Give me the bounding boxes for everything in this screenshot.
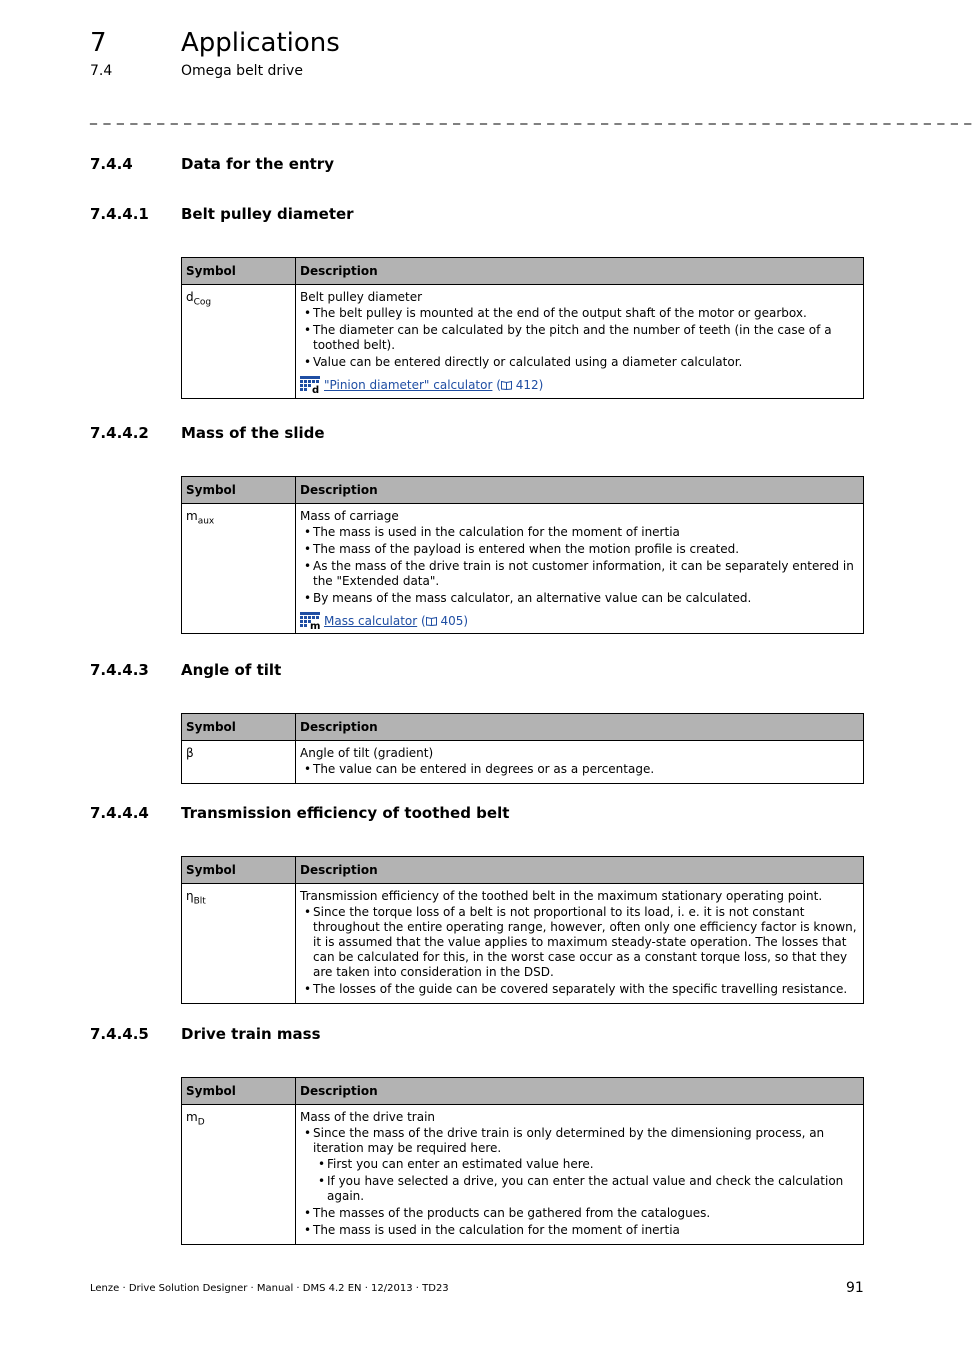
list-item: • The masses of the products can be gathered from the catalogues. [313,1206,859,1221]
description-header: Description [296,1078,864,1105]
list-item: • If you have selected a drive, you can enter the actual value and check the calculation again. [327,1174,859,1204]
section-number: 7.4 [90,63,113,79]
transmission-efficiency-table [181,856,864,1004]
header-rule: _ _ _ _ _ _ _ _ _ _ _ _ _ _ _ _ _ _ _ _ _ _ _ _ _ _ _ _ _ _ _ _ _ _ _ _ _ _ _ _ _ _ _ _ _ _ _ _ _ _ _ _ _ _ _ _ _ _ _ _ _ _ _ _ _ _ [90,109,972,125]
list-item: • Since the torque loss of a belt is not proportional to its load, i. e. it is not constant throughout the entire operating range, however, often only one efficiency factor is known, it is assumed that the value applies to maximum steady-state operation. The losses that can be calculated for this, in the worst case occur as a constant torque loss, so that they are taken into consideration in the DSD. [313,905,859,980]
symbol-header: Symbol [182,714,296,741]
mass-slide-table [181,476,864,634]
svg-text:d: d [312,385,320,396]
book-icon [501,380,512,390]
subsection-number: 7.4.4.2 [90,424,149,442]
description-header: Description [296,258,864,285]
calculator-icon [300,376,320,396]
calculator-icon [300,612,321,632]
symbol-cell: β [182,741,296,784]
svg-text:m: m [310,621,321,632]
subsection-title: Belt pulley diameter [181,205,354,223]
footer-text: Lenze · Drive Solution Designer · Manual · DMS 4.2 EN · 12/2013 · TD23 [90,1283,449,1294]
symbol-cell: $d_{Cog}$ [182,285,296,399]
angle-tilt-table [181,713,864,784]
sub-bullet-list [313,1157,859,1204]
symbol-header: Symbol [182,857,296,884]
description-cell [296,1105,864,1245]
symbol-header: Symbol [182,477,296,504]
book-icon [426,616,437,626]
page-reference[interactable]: ( 412) [496,378,544,392]
list-item: • The losses of the guide can be covered separately with the specific travelling resistance. [313,982,859,997]
mass-calculator-link[interactable]: Mass calculator [324,614,418,628]
description-cell [296,741,864,784]
drive-train-mass-table [181,1077,864,1245]
list-item: • The belt pulley is mounted at the end of the output shaft of the motor or gearbox. [313,306,859,321]
symbol-cell: $m_D$ [182,1105,296,1245]
description-title: Mass of the drive train [300,1110,436,1124]
list-item: • As the mass of the drive train is not customer information, it can be separately entered in the "Extended data". [313,559,859,589]
subsection-number: 7.4.4.1 [90,205,149,223]
list-item: • By means of the mass calculator, an alternative value can be calculated. [313,591,859,606]
heading-number: 7.4.4 [90,155,133,173]
section-title: Omega belt drive [181,63,303,79]
list-item: • First you can enter an estimated value here. [327,1157,859,1172]
page-reference[interactable]: ( 405) [421,614,469,628]
list-item: • The mass is used in the calculation for the moment of inertia [313,525,859,540]
page-number: 91 [846,1280,864,1296]
symbol-header: Symbol [182,258,296,285]
heading-title: Data for the entry [181,155,334,173]
subsection-title: Angle of tilt [181,661,282,679]
description-header: Description [296,477,864,504]
description-cell [296,884,864,1004]
calculator-link-row [300,376,859,396]
subsection-title: Mass of the slide [181,424,325,442]
chapter-title: Applications [181,28,340,58]
pinion-diameter-calculator-link[interactable]: "Pinion diameter" calculator [324,378,493,392]
description-title: Angle of tilt (gradient) [300,746,434,760]
description-title: Belt pulley diameter [300,290,423,304]
symbol-cell: $m_{aux}$ [182,504,296,634]
subsection-number: 7.4.4.5 [90,1025,149,1043]
list-item: • The mass of the payload is entered when the motion profile is created. [313,542,859,557]
description-header: Description [296,714,864,741]
calculator-link-row [300,612,859,632]
bullet-list [300,762,859,777]
description-title: Transmission efficiency of the toothed belt in the maximum stationary operating point. [300,889,823,903]
chapter-number: 7 [90,28,107,58]
list-item: • The value can be entered in degrees or as a percentage. [313,762,859,777]
symbol-header: Symbol [182,1078,296,1105]
description-cell [296,285,864,399]
subsection-number: 7.4.4.3 [90,661,149,679]
subsection-number: 7.4.4.4 [90,804,149,822]
bullet-list [300,1126,859,1238]
list-item: • Since the mass of the drive train is only determined by the dimensioning process, an iteration may be required here. • First you can enter an estimated value here. • If you have selected a drive, you can enter the actual value and check the calculation again. [313,1126,859,1204]
subsection-title: Drive train mass [181,1025,321,1043]
list-item: • The diameter can be calculated by the pitch and the number of teeth (in the case of a toothed belt). [313,323,859,353]
symbol-cell: $\eta_{Blt}$ [182,884,296,1004]
bullet-list [300,905,859,997]
bullet-list [300,306,859,370]
list-item: • Value can be entered directly or calculated using a diameter calculator. [313,355,859,370]
belt-pulley-table [181,257,864,399]
list-item: • The mass is used in the calculation for the moment of inertia [313,1223,859,1238]
description-title: Mass of carriage [300,509,399,523]
bullet-list [300,525,859,606]
description-cell [296,504,864,634]
subsection-title: Transmission efficiency of toothed belt [181,804,510,822]
description-header: Description [296,857,864,884]
